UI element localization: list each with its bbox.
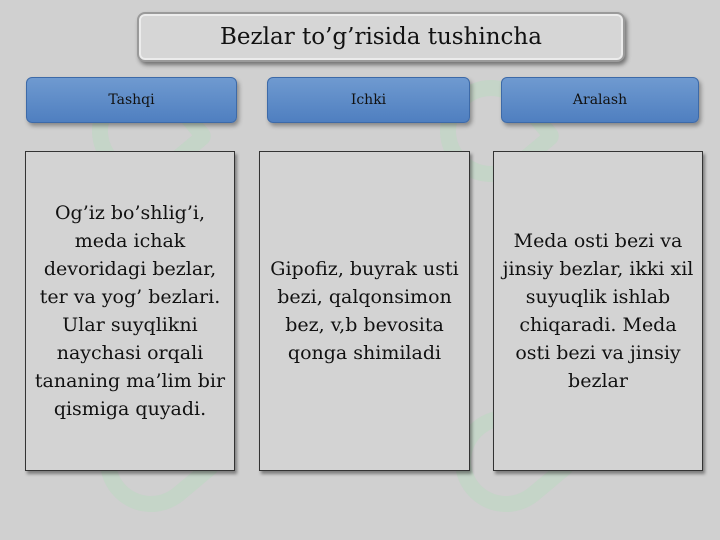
category-label: Ichki — [350, 92, 387, 108]
category-ichki — [267, 77, 470, 123]
description-text: Og’iz bo’shlig’i, meda ichak devoridagi bezlar, ter va yog’ bezlari. Ular suyqlikni naychasi orqali tananing ma’lim bir qismiga quyadi. — [34, 202, 226, 420]
description-tashqi — [25, 151, 235, 471]
category-label: Tashqi — [108, 92, 155, 108]
diagram-title — [137, 12, 625, 62]
description-text: Gipofiz, buyrak usti bezi, qalqonsimon bez, v,b bevosita qonga shimiladi — [270, 258, 459, 364]
description-aralash — [493, 151, 703, 471]
description-text: Meda osti bezi va jinsiy bezlar, ikki xil suyuqlik ishlab chiqaradi. Meda osti bezi va jinsiy bezlar — [502, 230, 694, 392]
category-aralash — [501, 77, 699, 123]
category-tashqi — [26, 77, 237, 123]
description-ichki — [259, 151, 470, 471]
title-text: Bezlar to’g’risida tushincha — [220, 24, 542, 50]
category-label: Aralash — [572, 92, 628, 108]
